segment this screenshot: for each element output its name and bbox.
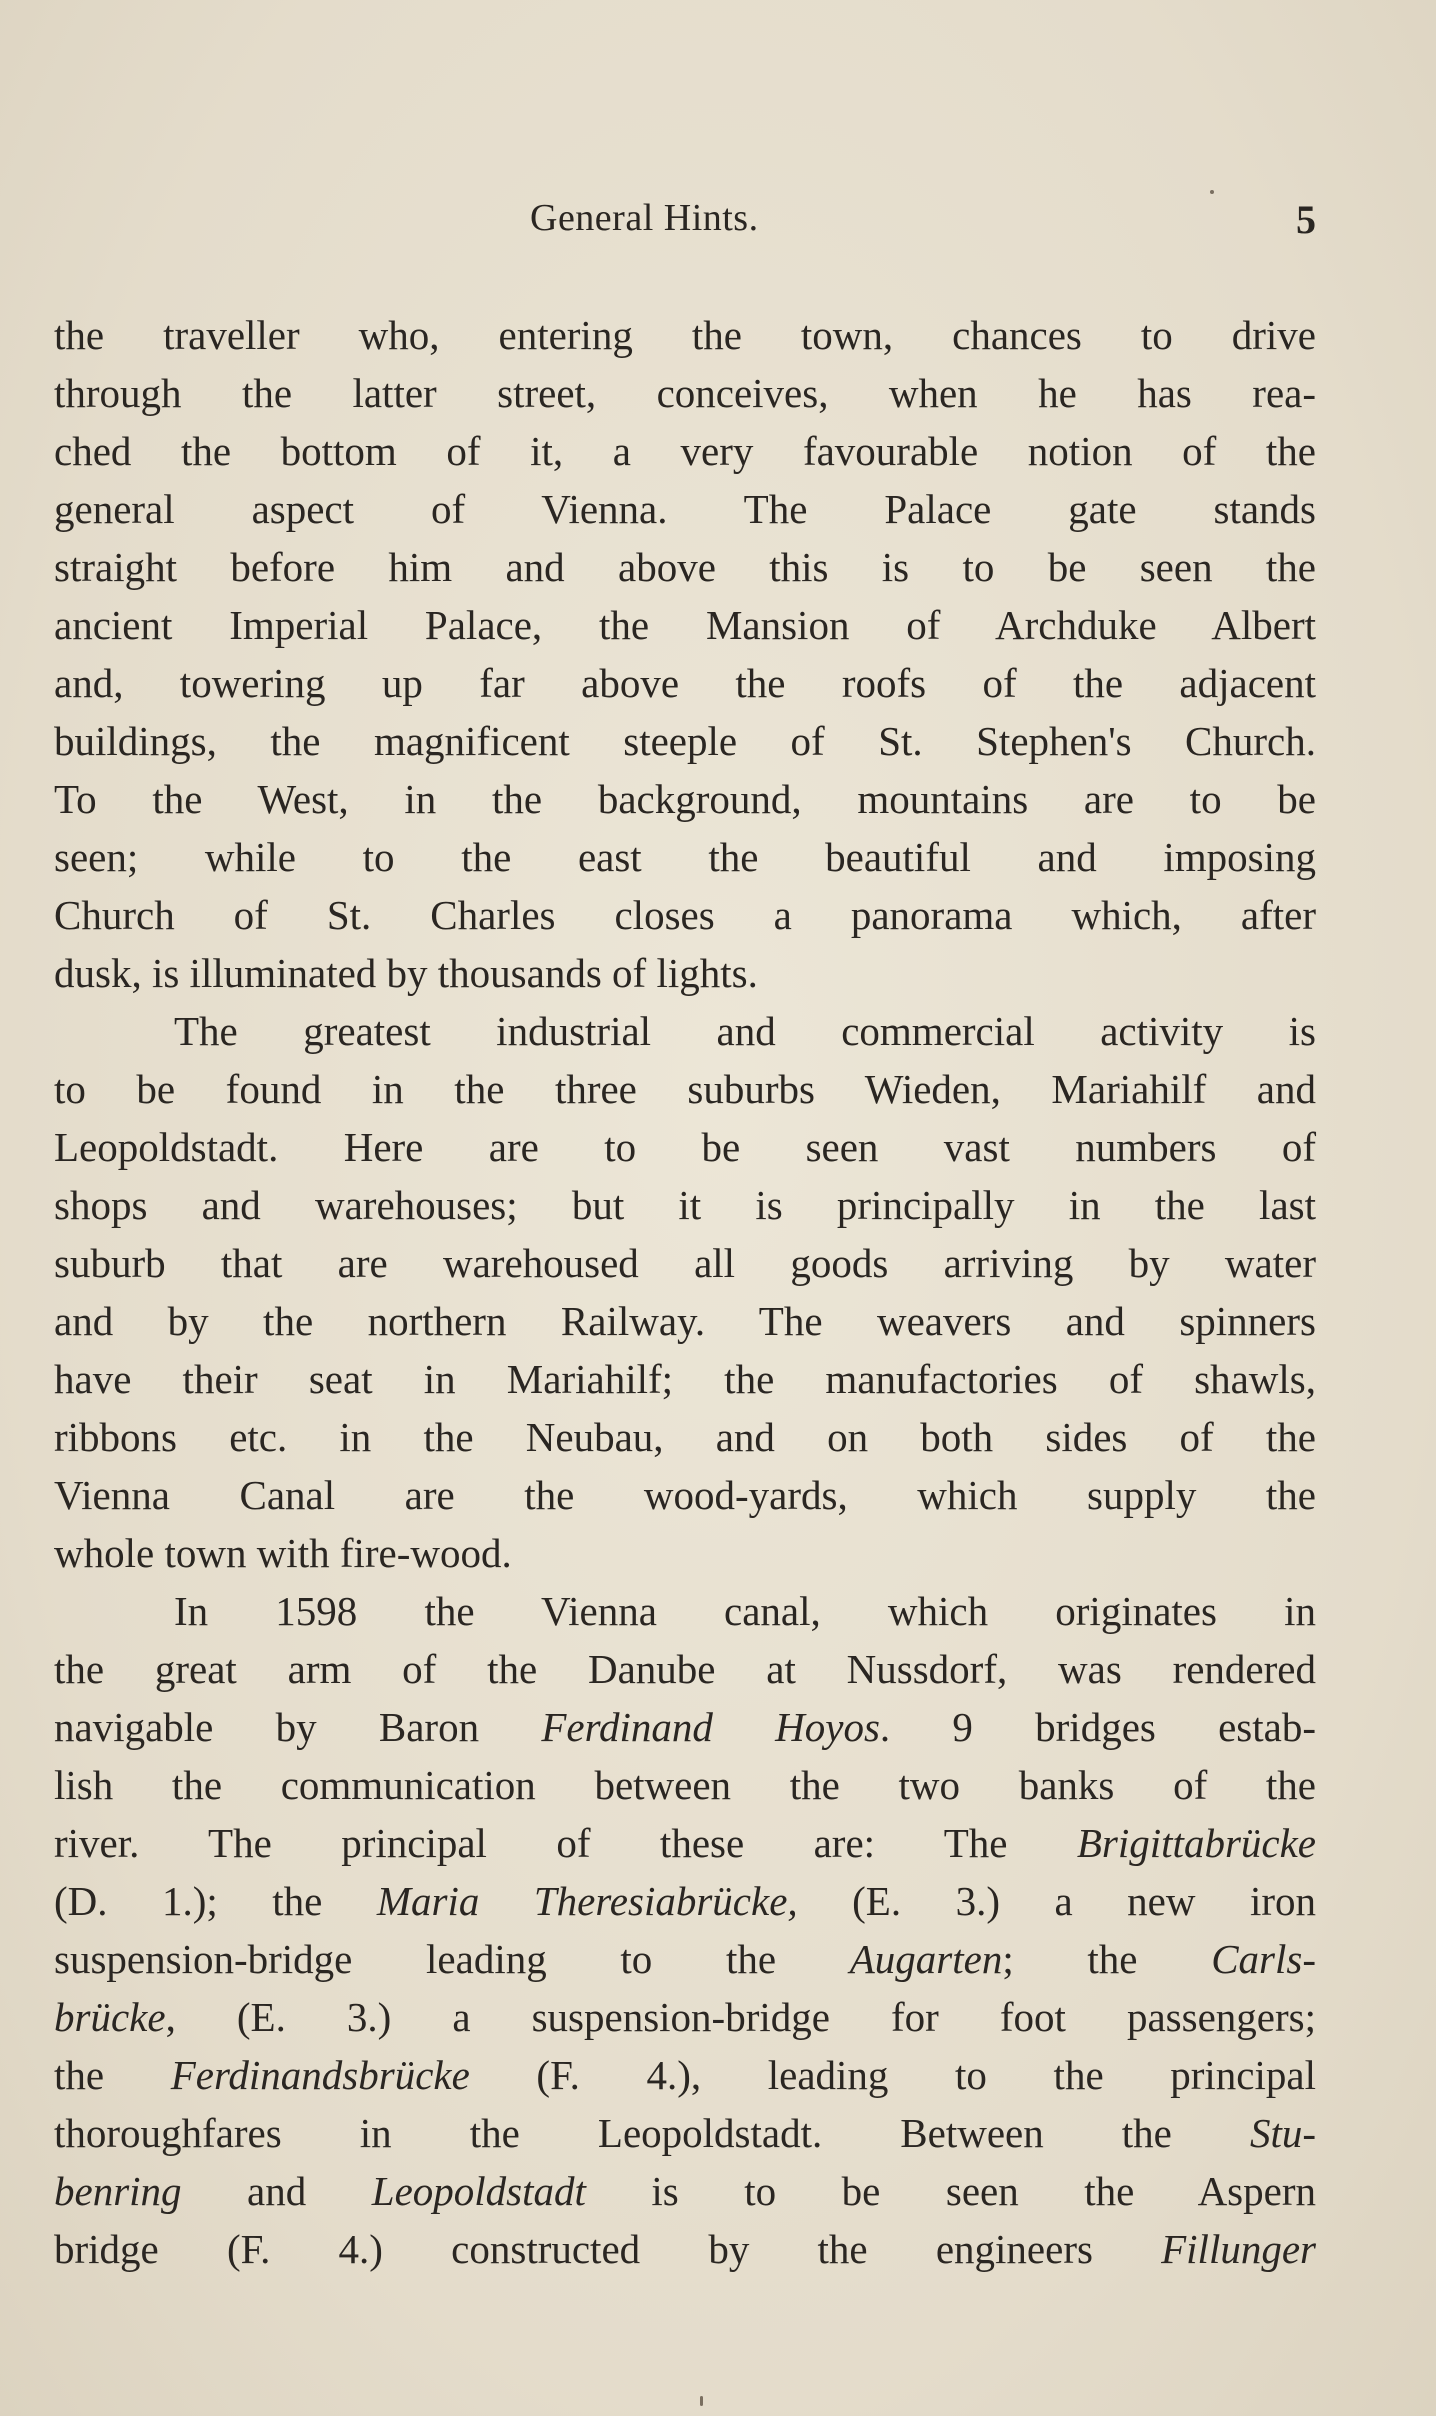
italic-text: Brigittabrücke xyxy=(1076,1820,1316,1866)
text-line: shops and warehouses; but it is principally in the last xyxy=(54,1182,1316,1228)
text-line: ched the bottom of it, a very favourable notion of the xyxy=(54,428,1316,474)
text-line: through the latter street, conceives, when he has rea- xyxy=(54,370,1316,416)
running-title: General Hints. xyxy=(530,197,759,239)
text-line: Vienna Canal are the wood-yards, which supply the xyxy=(54,1472,1316,1518)
text-segment: and xyxy=(181,2168,372,2214)
text-line: straight before him and above this is to be seen the xyxy=(54,544,1316,590)
text-line: ancient Imperial Palace, the Mansion of Archduke Albert xyxy=(54,602,1316,648)
text-segment: bridge (F. 4.) constructed by the engineers xyxy=(54,2226,1162,2272)
italic-text: Ferdinand Hoyos xyxy=(541,1704,880,1750)
text-segment: suspension-bridge leading to the xyxy=(54,1936,850,1982)
text-line: Leopoldstadt. Here are to be seen vast numbers of xyxy=(54,1124,1316,1170)
text-line: the traveller who, entering the town, chances to drive xyxy=(54,312,1316,358)
text-line xyxy=(54,1698,1316,1756)
text-line xyxy=(54,1988,1316,2046)
italic-text: Augarten xyxy=(849,1936,1003,1982)
text-line xyxy=(54,2104,1316,2162)
text-line: To the West, in the background, mountains are to be xyxy=(54,776,1316,822)
text-line: have their seat in Mariahilf; the manufactories of shawls, xyxy=(54,1356,1316,1402)
text-line: lish the communication between the two banks of the xyxy=(54,1762,1316,1808)
text-line xyxy=(54,1872,1316,1930)
text-segment: navigable by Baron xyxy=(54,1704,542,1750)
text-line xyxy=(54,2162,1316,2220)
text-segment: is to be seen the Aspern xyxy=(585,2168,1316,2214)
text-segment: (E. 3.) a new iron xyxy=(797,1878,1317,1924)
text-line xyxy=(54,2220,1316,2278)
text-line: general aspect of Vienna. The Palace gate stands xyxy=(54,486,1316,532)
text-line xyxy=(54,1930,1316,1988)
text-segment: thoroughfares in the Leopoldstadt. Between the xyxy=(54,2110,1250,2156)
text-line: suburb that are warehoused all goods arriving by water xyxy=(54,1240,1316,1286)
text-segment: river. The principal of these are: The xyxy=(54,1820,1077,1866)
text-line xyxy=(54,1814,1316,1872)
italic-text: Stu- xyxy=(1249,2110,1316,2156)
text-segment: (D. 1.); the xyxy=(54,1878,377,1924)
text-line: seen; while to the east the beautiful and imposing xyxy=(54,834,1316,880)
italic-text: Fillunger xyxy=(1161,2226,1316,2272)
text-line: dusk, is illuminated by thousands of lights. xyxy=(54,950,758,996)
body-text xyxy=(54,306,1316,2278)
running-head xyxy=(0,196,1436,246)
text-line: and, towering up far above the roofs of the adjacent xyxy=(54,660,1316,706)
text-line xyxy=(54,2046,1316,2104)
italic-text: Maria Theresiabrücke, xyxy=(376,1878,798,1924)
italic-text: Ferdinandsbrücke xyxy=(170,2052,470,2098)
text-line: the great arm of the Danube at Nussdorf, was rendered xyxy=(54,1646,1316,1692)
text-line: buildings, the magnificent steeple of St. Stephen's Church. xyxy=(54,718,1316,764)
italic-text: benring xyxy=(54,2168,182,2214)
text-line: In 1598 the Vienna canal, which originates in xyxy=(174,1588,1316,1634)
text-segment: (F. 4.), leading to the principal xyxy=(469,2052,1316,2098)
text-segment: the xyxy=(54,2052,171,2098)
text-segment: , (E. 3.) a suspension-bridge for foot passengers; xyxy=(165,1994,1316,2040)
text-line: Church of St. Charles closes a panorama which, after xyxy=(54,892,1316,938)
text-line: ribbons etc. in the Neubau, and on both sides of the xyxy=(54,1414,1316,1460)
italic-text: brücke xyxy=(54,1994,166,2040)
text-line: and by the northern Railway. The weavers and spinners xyxy=(54,1298,1316,1344)
text-line: to be found in the three suburbs Wieden, Mariahilf and xyxy=(54,1066,1316,1112)
italic-text: Leopoldstadt xyxy=(371,2168,586,2214)
paper-speck xyxy=(700,2396,703,2406)
paper-speck xyxy=(1210,190,1214,194)
text-line: The greatest industrial and commercial activity is xyxy=(174,1008,1316,1054)
text-line: whole town with fire-wood. xyxy=(54,1530,512,1576)
italic-text: Carls- xyxy=(1211,1936,1317,1982)
text-segment: ; the xyxy=(1002,1936,1212,1982)
text-segment: . 9 bridges estab- xyxy=(879,1704,1316,1750)
page-number: 5 xyxy=(1296,197,1316,242)
